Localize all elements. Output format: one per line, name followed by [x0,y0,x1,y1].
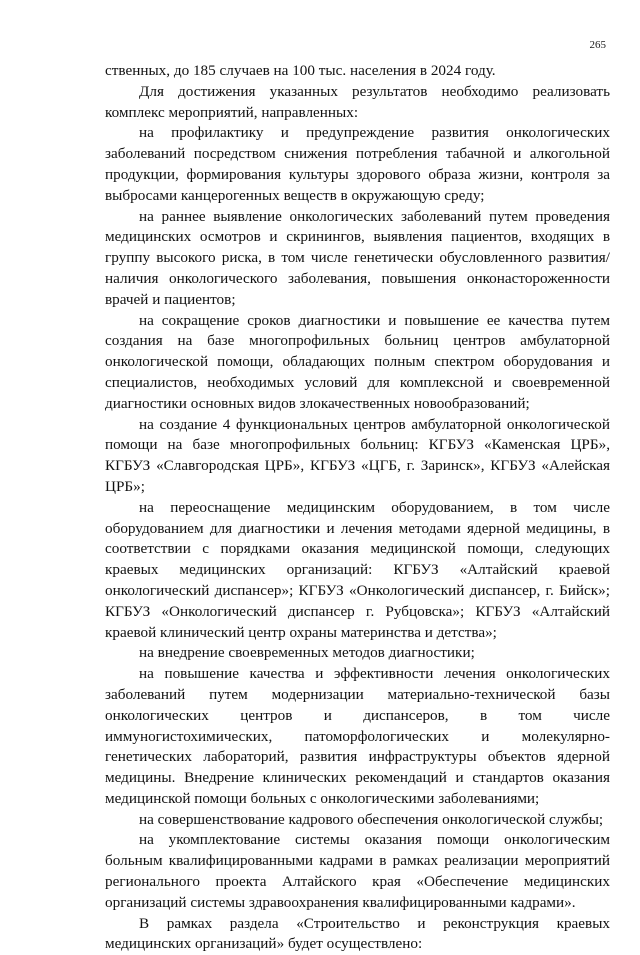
paragraph-equipment: на переоснащение медицинским оборудованием, в том числе оборудованием для диагностики и лечения методами ядерной медицины, в соответствии с порядками оказания медицинской помощи, следующих краевых медицинских организаций: КГБУЗ «Алтайский краевой онкологический диспансер»; КГБУЗ «Онкологический диспансер, г. Бийск»; КГБУЗ «Онкологический диспансер г. Рубцовска»; КГБУЗ «Алтайский краевой клинический центр охраны материнства и детства»; [105,498,610,641]
paragraph-staffing-improvement: на совершенствование кадрового обеспечения онкологической службы; [139,810,604,828]
paragraph-staffing-recruitment: на укомплектование системы оказания помощи онкологическим больным квалифицированными кадрами в рамках реализации мероприятий регионального проекта Алтайского края «Обеспечение медицинских организаций системы здравоохранения квалифицированными кадрами». [105,831,610,911]
document-body [105,61,610,955]
paragraph-construction: В рамках раздела «Строительство и реконструкция краевых медицинских организаций» будет осуществлено: [105,914,610,953]
paragraph-continuation: ственных, до 185 случаев на 100 тыс. населения в 2024 году. [105,62,496,79]
paragraph-early-detection: на раннее выявление онкологических заболеваний путем проведения медицинских осмотров и скринингов, выявления пациентов, входящих в группу высокого риска, в том числе генетически обусловленного развития/наличия онкологического заболевания, повышения онконастороженности врачей и пациентов; [105,207,610,308]
page-number: 265 [589,39,606,51]
paragraph-prevention: на профилактику и предупреждение развития онкологических заболеваний посредством снижения потребления табачной и алкогольной продукции, формирования культуры здорового образа жизни, контроля за выбросами канцерогенных веществ в окружающую среду; [105,124,610,204]
paragraph-intro: Для достижения указанных результатов необходимо реализовать комплекс мероприятий, направленных: [105,82,610,121]
paragraph-treatment-quality: на повышение качества и эффективности лечения онкологических заболеваний путем модернизации материально-технической базы онкологических центров и диспансеров, в том числе иммуногистохимических, патоморфологических и молекулярно-генетических лабораторий, развития инфраструктуры объектов ядерной медицины. Внедрение клинических рекомендаций и стандартов оказания медицинской помощи больных с онкологическими заболеваниями; [105,665,610,807]
paragraph-methods: на внедрение своевременных методов диагностики; [139,644,475,662]
paragraph-centers: на создание 4 функциональных центров амбулаторной онкологической помощи на базе многопрофильных больниц: КГБУЗ «Каменская ЦРБ», КГБУЗ «Славгородская ЦРБ», КГБУЗ «ЦГБ, г. Заринск», КГБУЗ «Алейская ЦРБ»; [105,415,610,495]
paragraph-diagnostics: на сокращение сроков диагностики и повышение ее качества путем создания на базе многопрофильных больниц центров амбулаторной онкологической помощи, обладающих полным спектром оборудования и специалистов, необходимых условий для комплексной и своевременной диагностики основных видов злокачественных новообразований; [105,311,610,412]
